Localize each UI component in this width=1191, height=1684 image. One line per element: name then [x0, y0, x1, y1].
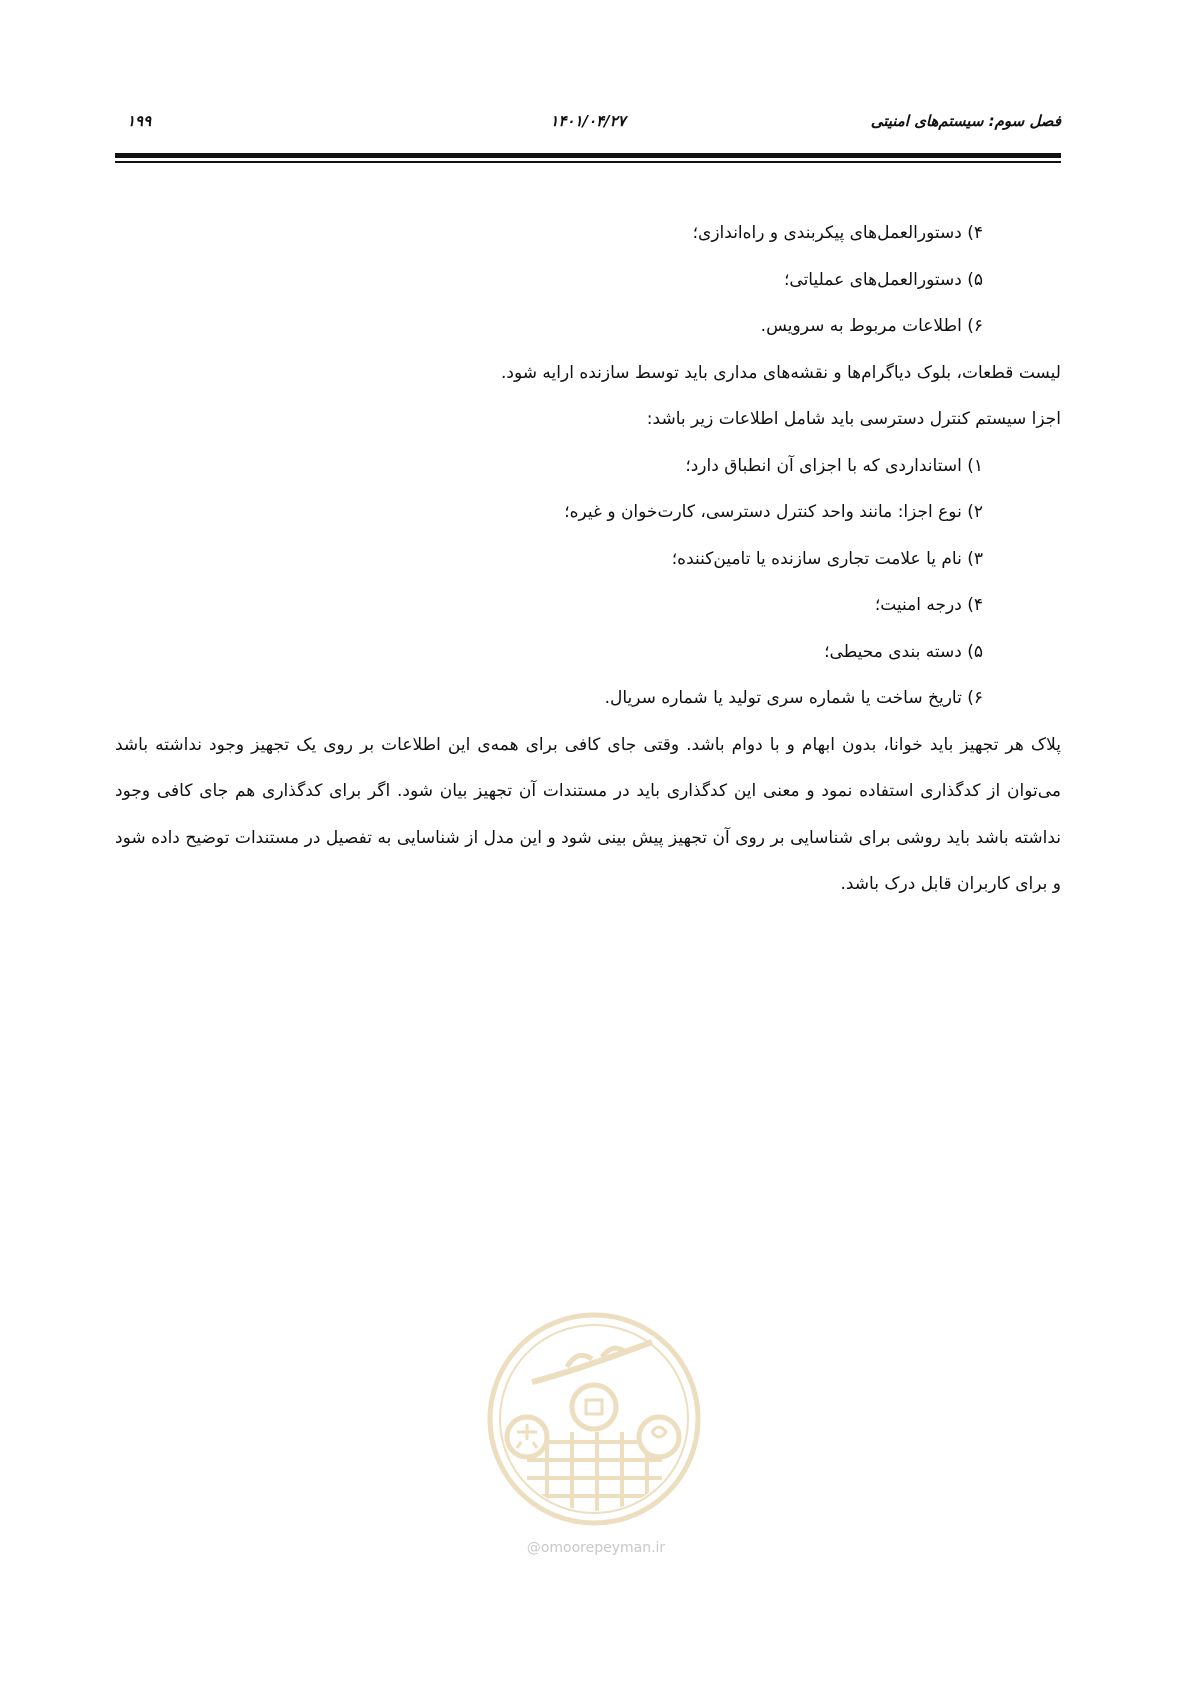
watermark-logo	[487, 1312, 701, 1526]
chapter-title: فصل سوم: سیستم‌های امنیتی	[870, 112, 1061, 130]
list-item: ۵) دستورالعمل‌های عملیاتی؛	[784, 269, 983, 290]
list-item: ۳) نام یا علامت تجاری سازنده یا تامین‌کننده؛	[671, 548, 983, 569]
list-item: ۱) استانداردی که با اجزای آن انطباق دارد؛	[685, 455, 983, 476]
header-rule-thin	[115, 161, 1061, 163]
list-item: ۴) درجه امنیت؛	[874, 595, 983, 615]
watermark-site: @omoorepeyman.ir	[526, 1540, 666, 1556]
list-item: ۶) اطلاعات مربوط به سرویس.	[760, 316, 983, 336]
body-paragraph: پلاک هر تجهیز باید خوانا، بدون ابهام و با دوام باشد. وقتی جای کافی برای همه‌ی این اطلاعات بر روی یک تجهیز وجود نداشته باشد می‌توان از کدگذاری استفاده نمود و معنی این کدگذاری باید در مستندات آن تجهیز بیان شود. اگر برای کدگذاری هم جای کافی وجود نداشته باشد باید روشی برای شناسایی بر روی آن تجهیز پیش بینی شود و این مدل از شناسایی به تفصیل در مستندات توضیح داده شود و برای کاربران قابل درک باشد.	[115, 734, 1061, 894]
page-number: ۱۹۹	[127, 112, 152, 130]
page-header	[115, 112, 1061, 142]
parts-line: لیست قطعات، بلوک دیاگرام‌ها و نقشه‌های مداری باید توسط سازنده ارایه شود.	[501, 362, 1061, 383]
list-item: ۲) نوع اجزا: مانند واحد کنترل دسترسی، کارت‌خوان و غیره؛	[564, 502, 983, 522]
header-rule-thick	[115, 153, 1061, 158]
list-item: ۴) دستورالعمل‌های پیکربندی و راه‌اندازی؛	[692, 223, 983, 243]
list-item: ۶) تاریخ ساخت یا شماره سری تولید یا شماره سریال.	[604, 688, 983, 708]
header-date: ۱۴۰۱/۰۴/۲۷	[550, 112, 626, 130]
document-body	[115, 210, 1061, 908]
list-item: ۵) دسته بندی محیطی؛	[824, 641, 983, 662]
components-intro: اجزا سیستم کنترل دسترسی باید شامل اطلاعات زیر باشد:	[646, 409, 1061, 429]
